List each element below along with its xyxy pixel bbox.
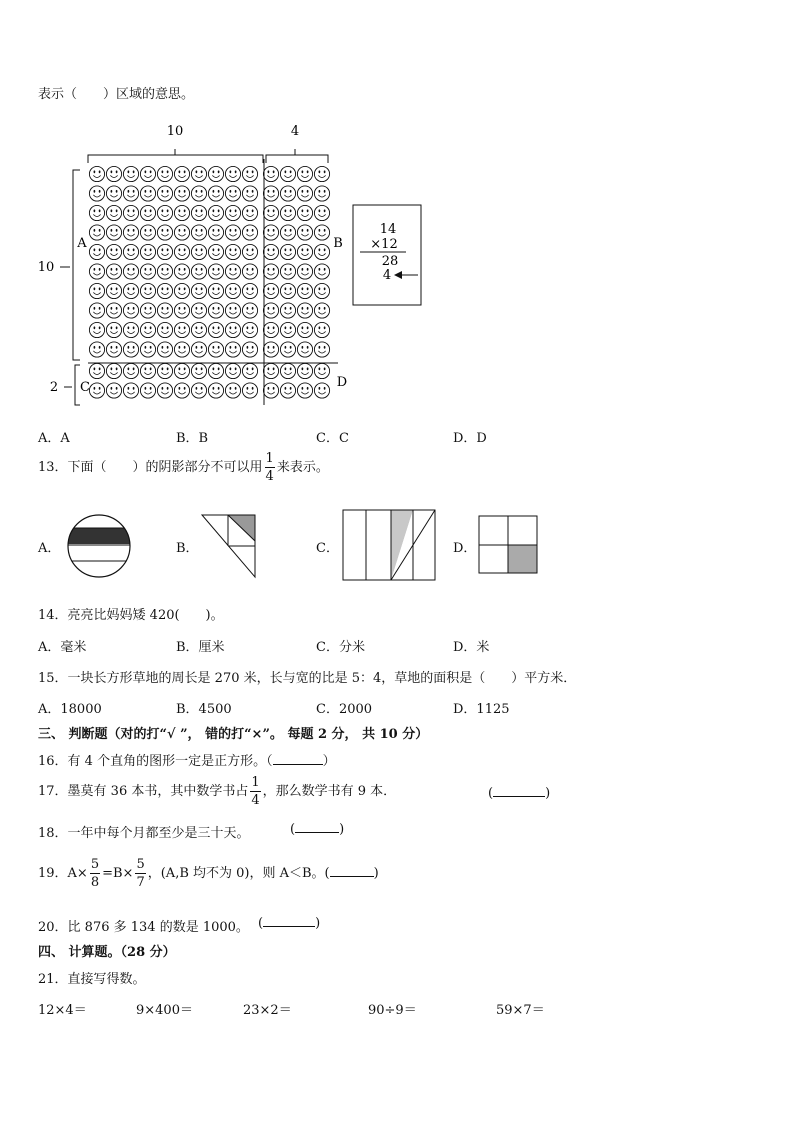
smiley-face-icon	[225, 383, 240, 398]
q13-option-c-label[interactable]: C．	[316, 541, 339, 556]
q14-option-d[interactable]: D．米	[453, 640, 490, 655]
q12-option-d[interactable]: D．D	[453, 431, 487, 446]
smiley-face-icon	[208, 244, 223, 259]
smiley-face-icon	[140, 283, 155, 298]
smiley-face-icon	[208, 322, 223, 337]
q14-option-b[interactable]: B．厘米	[176, 640, 225, 655]
smiley-face-icon	[208, 225, 223, 240]
calc-line1: 14	[379, 222, 397, 237]
smiley-face-icon	[106, 244, 121, 259]
region-a-label: A	[77, 236, 87, 251]
q17-question: 17．墨莫有 36 本书，其中数学书占 $\frac{1}{4}$ ，那么数学书有 9 本．	[38, 775, 397, 808]
smiley-face-icon	[208, 283, 223, 298]
smiley-face-icon	[263, 166, 278, 181]
q17-answer: ( )	[488, 786, 551, 801]
smiley-face-icon	[242, 363, 257, 378]
smiley-face-icon	[191, 322, 206, 337]
smiley-face-icon	[297, 303, 312, 318]
smiley-face-icon	[280, 186, 295, 201]
smiley-face-icon	[157, 186, 172, 201]
q13-option-b-figure[interactable]	[200, 513, 258, 579]
smiley-face-icon	[89, 264, 104, 279]
smiley-face-icon	[191, 383, 206, 398]
smiley-face-icon	[174, 383, 189, 398]
smiley-face-icon	[242, 225, 257, 240]
q13-option-d-figure[interactable]	[478, 515, 540, 577]
smiley-face-icon	[297, 186, 312, 201]
smiley-face-icon	[191, 283, 206, 298]
smiley-face-icon	[225, 363, 240, 378]
smiley-face-icon	[106, 225, 121, 240]
smiley-face-icon	[263, 283, 278, 298]
smiley-face-icon	[280, 244, 295, 259]
smiley-face-icon	[106, 322, 121, 337]
smiley-face-icon	[123, 283, 138, 298]
smiley-face-icon	[174, 322, 189, 337]
smiley-face-icon	[157, 283, 172, 298]
smiley-face-icon	[297, 264, 312, 279]
smiley-face-icon	[174, 264, 189, 279]
smiley-face-icon	[297, 363, 312, 378]
smiley-face-icon	[263, 363, 278, 378]
smiley-face-icon	[242, 342, 257, 357]
smiley-face-icon	[314, 363, 329, 378]
smiley-face-icon	[123, 166, 138, 181]
top-label-4: 4	[290, 124, 300, 139]
smiley-face-icon	[191, 264, 206, 279]
smiley-face-icon	[89, 322, 104, 337]
smiley-face-icon	[297, 166, 312, 181]
smiley-face-icon	[191, 363, 206, 378]
smiley-face-icon	[242, 205, 257, 220]
smiley-face-icon	[280, 342, 295, 357]
smiley-face-icon	[157, 303, 172, 318]
smiley-face-icon	[280, 166, 295, 181]
smiley-face-icon	[225, 322, 240, 337]
q12-prompt: 表示（ ）区域的意思。	[38, 87, 195, 102]
smiley-face-icon	[191, 186, 206, 201]
smiley-face-icon	[225, 264, 240, 279]
region-c-label: C	[80, 380, 90, 395]
smiley-face-icon	[225, 244, 240, 259]
smiley-face-icon	[280, 225, 295, 240]
smiley-face-icon	[280, 283, 295, 298]
q13-option-b-label[interactable]: B．	[176, 541, 199, 556]
smiley-face-icon	[140, 264, 155, 279]
smiley-face-icon	[106, 166, 121, 181]
q15-option-d[interactable]: D．1125	[453, 702, 510, 717]
smiley-face-icon	[191, 342, 206, 357]
smiley-face-icon	[208, 186, 223, 201]
region-d-label: D	[336, 375, 348, 390]
smiley-face-icon	[174, 363, 189, 378]
q20-question: 20．比 876 多 134 的数是 1000。	[38, 920, 249, 935]
smiley-face-icon	[191, 303, 206, 318]
smiley-face-icon	[297, 322, 312, 337]
smiley-face-icon	[89, 225, 104, 240]
smiley-face-icon	[123, 264, 138, 279]
smiley-face-icon	[174, 303, 189, 318]
smiley-face-icon	[242, 383, 257, 398]
smiley-face-icon	[157, 363, 172, 378]
smiley-face-icon	[263, 383, 278, 398]
smiley-face-icon	[174, 166, 189, 181]
smiley-face-icon	[191, 225, 206, 240]
smiley-face-icon	[89, 303, 104, 318]
left-label-2: 2	[49, 380, 59, 395]
q19-question: 19．A× $\frac{5}{8}$ =B× $\frac{5}{7}$ ，(A,B 均不为 0)，则 A＜B。( )	[38, 857, 379, 890]
q14-option-c[interactable]: C．分米	[316, 640, 365, 655]
smiley-face-icon	[106, 303, 121, 318]
smiley-face-icon	[89, 283, 104, 298]
q16-question: 16．有 4 个直角的图形一定是正方形。（ ）	[38, 754, 336, 769]
smiley-face-icon	[123, 225, 138, 240]
smiley-grid-figure	[30, 115, 430, 415]
smiley-face-icon	[89, 363, 104, 378]
smiley-face-icon	[106, 342, 121, 357]
q18-question: 18．一年中每个月都至少是三十天。	[38, 826, 250, 841]
smiley-face-icon	[225, 166, 240, 181]
smiley-face-icon	[314, 244, 329, 259]
smiley-face-icon	[157, 342, 172, 357]
smiley-face-icon	[263, 303, 278, 318]
q13-option-a-figure[interactable]	[66, 513, 132, 579]
smiley-face-icon	[280, 205, 295, 220]
q16-answer-blank[interactable]	[273, 764, 323, 765]
smiley-face-icon	[208, 303, 223, 318]
smiley-face-icon	[140, 342, 155, 357]
smiley-face-icon	[242, 283, 257, 298]
smiley-face-icon	[225, 186, 240, 201]
smiley-face-icon	[314, 166, 329, 181]
smiley-face-icon	[242, 264, 257, 279]
smiley-face-icon	[225, 342, 240, 357]
q13-question: 13．下面（ ）的阴影部分不可以用 $\frac{1}{4}$ 来表示。	[38, 451, 329, 484]
smiley-face-icon	[140, 383, 155, 398]
q17-answer-blank[interactable]	[493, 796, 545, 797]
q21-item: 90÷9＝	[368, 1003, 417, 1018]
q14-question: 14．亮亮比妈妈矮 420( )。	[38, 608, 224, 623]
smiley-face-icon	[140, 186, 155, 201]
smiley-face-icon	[297, 283, 312, 298]
smiley-face-icon	[157, 264, 172, 279]
q15-option-b[interactable]: B．4500	[176, 702, 232, 717]
smiley-face-icon	[140, 205, 155, 220]
smiley-face-icon	[191, 205, 206, 220]
q18-answer-blank[interactable]	[295, 832, 339, 833]
smiley-face-icon	[106, 363, 121, 378]
smiley-face-icon	[280, 264, 295, 279]
q20-answer-blank[interactable]	[263, 926, 315, 927]
smiley-face-icon	[89, 166, 104, 181]
top-label-10: 10	[166, 124, 184, 139]
smiley-face-icon	[174, 205, 189, 220]
smiley-face-icon	[157, 166, 172, 181]
smiley-face-icon	[208, 383, 223, 398]
smiley-face-icon	[208, 264, 223, 279]
calc-line3: 28	[381, 254, 399, 269]
q15-question: 15．一块长方形草地的周长是 270 米，长与宽的比是 5：4，草地的面积是（ ）平方米．	[38, 671, 577, 686]
smiley-face-icon	[208, 205, 223, 220]
smiley-face-icon	[157, 225, 172, 240]
smiley-face-icon	[280, 363, 295, 378]
smiley-face-icon	[242, 244, 257, 259]
calc-line2: ×12	[370, 237, 398, 252]
smiley-face-icon	[314, 383, 329, 398]
smiley-face-icon	[174, 283, 189, 298]
q21-item: 12×4＝	[38, 1003, 87, 1018]
smiley-face-icon	[314, 225, 329, 240]
smiley-face-icon	[263, 322, 278, 337]
smiley-face-icon	[263, 225, 278, 240]
q15-option-c[interactable]: C．2000	[316, 702, 373, 717]
smiley-face-icon	[225, 225, 240, 240]
smiley-face-icon	[263, 186, 278, 201]
smiley-face-icon	[297, 244, 312, 259]
q12-option-b[interactable]: B．B	[176, 431, 209, 446]
smiley-face-icon	[140, 363, 155, 378]
q13-option-a-label[interactable]: A．	[38, 541, 61, 556]
region-b-label: B	[333, 236, 343, 251]
smiley-face-icon	[242, 166, 257, 181]
smiley-face-icon	[191, 166, 206, 181]
smiley-face-icon	[297, 342, 312, 357]
smiley-face-icon	[106, 264, 121, 279]
smiley-face-icon	[280, 383, 295, 398]
smiley-face-icon	[208, 363, 223, 378]
smiley-face-icon	[263, 205, 278, 220]
smiley-face-icon	[174, 342, 189, 357]
smiley-face-icon	[123, 303, 138, 318]
smiley-face-icon	[297, 225, 312, 240]
smiley-face-icon	[123, 186, 138, 201]
smiley-face-icon	[123, 342, 138, 357]
smiley-face-icon	[208, 166, 223, 181]
smiley-face-icon	[263, 264, 278, 279]
smiley-face-icon	[174, 244, 189, 259]
calc-line4: 4	[382, 268, 392, 283]
smiley-face-icon	[208, 342, 223, 357]
smiley-face-icon	[157, 383, 172, 398]
smiley-face-icon	[89, 186, 104, 201]
smiley-face-icon	[123, 205, 138, 220]
q13-option-c-figure[interactable]	[342, 509, 438, 583]
q18-answer: ( )	[290, 822, 345, 837]
smiley-face-icon	[140, 244, 155, 259]
q15-option-a[interactable]: A．18000	[38, 702, 102, 717]
smiley-face-icon	[314, 264, 329, 279]
smiley-face-icon	[225, 283, 240, 298]
smiley-face-icon	[106, 186, 121, 201]
smiley-face-icon	[280, 322, 295, 337]
q21-item: 9×400＝	[136, 1003, 193, 1018]
smiley-face-icon	[106, 383, 121, 398]
smiley-face-icon	[314, 283, 329, 298]
smiley-face-icon	[280, 303, 295, 318]
smiley-face-icon	[89, 383, 104, 398]
smiley-face-icon	[89, 205, 104, 220]
q21-title: 21．直接写得数。	[38, 972, 146, 987]
smiley-face-icon	[140, 166, 155, 181]
smiley-face-icon	[157, 322, 172, 337]
smiley-face-icon	[123, 322, 138, 337]
q13-option-d-label[interactable]: D．	[453, 541, 477, 556]
smiley-face-icon	[106, 283, 121, 298]
smiley-face-icon	[263, 342, 278, 357]
smiley-face-icon	[174, 225, 189, 240]
q21-item: 23×2＝	[243, 1003, 292, 1018]
smiley-face-icon	[314, 303, 329, 318]
smiley-face-icon	[140, 322, 155, 337]
smiley-face-icon	[314, 342, 329, 357]
smiley-face-icon	[314, 186, 329, 201]
q21-item: 59×7＝	[496, 1003, 545, 1018]
q20-answer: ( )	[258, 916, 321, 931]
q14-option-a[interactable]: A．毫米	[38, 640, 87, 655]
smiley-face-icon	[242, 186, 257, 201]
q12-option-a[interactable]: A．A	[38, 431, 70, 446]
smiley-face-icon	[157, 244, 172, 259]
smiley-face-icon	[140, 303, 155, 318]
smiley-face-icon	[225, 205, 240, 220]
smiley-face-icon	[297, 383, 312, 398]
smiley-face-icon	[140, 225, 155, 240]
smiley-face-icon	[242, 303, 257, 318]
smiley-face-icon	[106, 205, 121, 220]
smiley-face-icon	[123, 363, 138, 378]
left-label-10: 10	[37, 260, 55, 275]
smiley-face-icon	[314, 322, 329, 337]
smiley-face-icon	[123, 244, 138, 259]
smiley-face-icon	[174, 186, 189, 201]
smiley-face-icon	[314, 205, 329, 220]
section4-heading: 四、 计算题。（28 分）	[38, 945, 176, 960]
smiley-face-icon	[225, 303, 240, 318]
smiley-face-icon	[89, 244, 104, 259]
smiley-face-icon	[191, 244, 206, 259]
smiley-face-icon	[263, 244, 278, 259]
smiley-face-icon	[157, 205, 172, 220]
smiley-face-icon	[297, 205, 312, 220]
smiley-face-icon	[123, 383, 138, 398]
q12-option-c[interactable]: C．C	[316, 431, 349, 446]
q19-answer-blank[interactable]	[330, 876, 374, 877]
smiley-face-icon	[242, 322, 257, 337]
section3-heading: 三、 判断题（对的打“√ ”， 错的打“×”。 每题 2 分， 共 10 分）	[38, 727, 429, 742]
smiley-face-icon	[89, 342, 104, 357]
